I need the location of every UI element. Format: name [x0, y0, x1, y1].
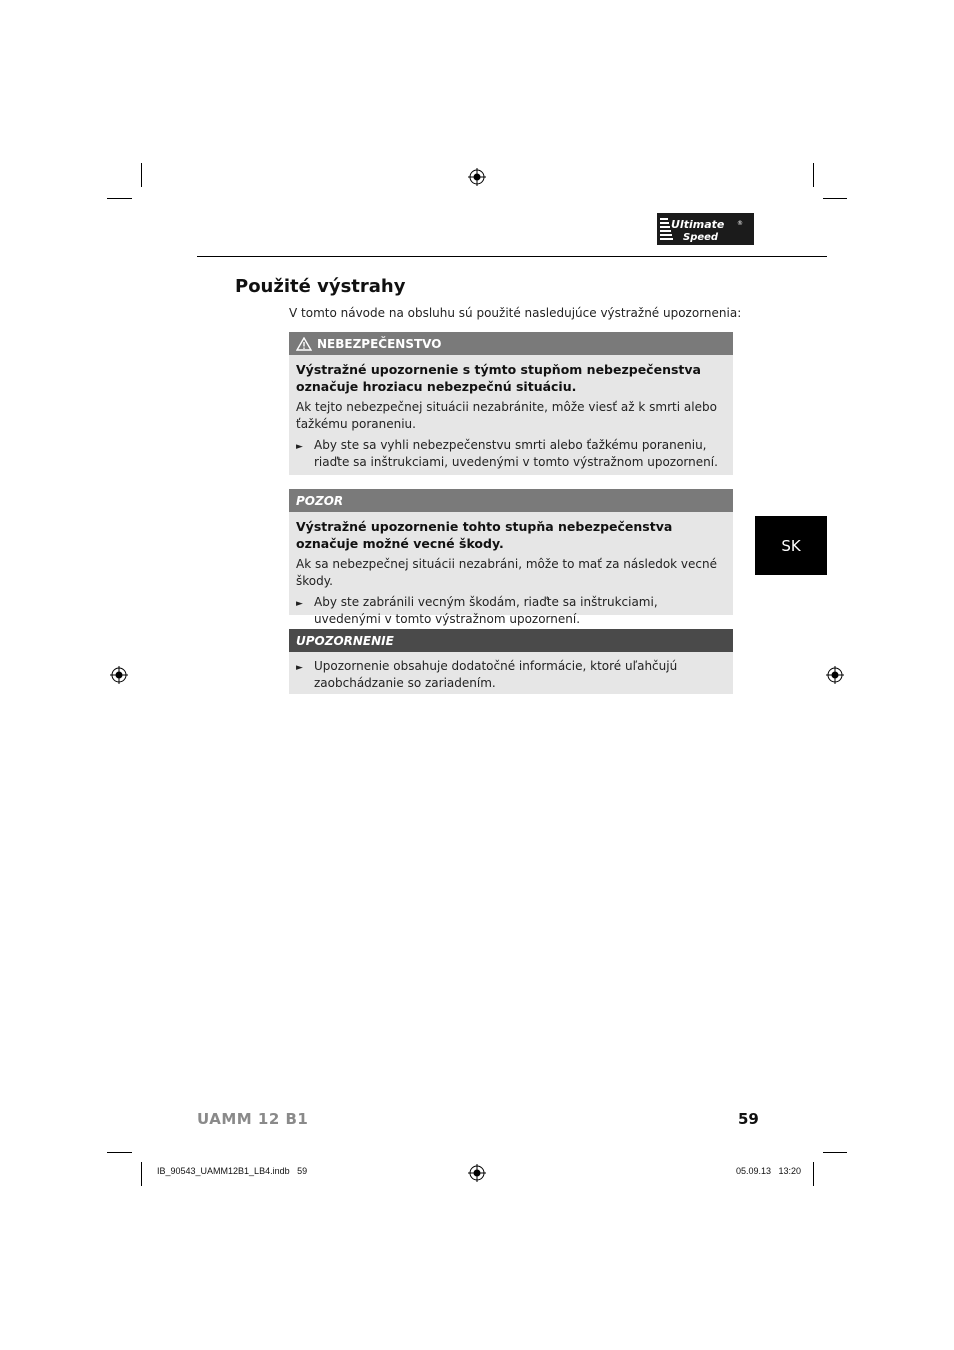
- logo-line1: Ultimate: [671, 218, 725, 231]
- list-item: [296, 658, 726, 692]
- crop-mark: [813, 163, 814, 187]
- crop-mark: [813, 1162, 814, 1186]
- ultimate-speed-logo: [657, 213, 754, 245]
- list-item: [296, 594, 726, 628]
- slug-file: IB_90543_UAMM12B1_LB4.indb 59: [157, 1166, 308, 1176]
- caution-bullet: Aby ste zabránili vecným škodám, riaďte sa inštrukciami, uvedenými v tomto výstražnom upozornení.: [314, 595, 658, 626]
- caution-header: [289, 489, 733, 512]
- crop-mark: [141, 163, 142, 187]
- danger-text: Ak tejto nebezpečnej situácii nezabránite, môže viesť až k smrti alebo ťažkému poraneniu.: [296, 400, 717, 431]
- crop-mark: [107, 1152, 132, 1153]
- crop-mark: [107, 198, 132, 199]
- notice-box: [289, 629, 733, 694]
- arrow-right-icon: ►: [296, 663, 303, 673]
- danger-header: [289, 332, 733, 355]
- arrow-right-icon: ►: [296, 442, 303, 452]
- registration-mark-icon: [468, 168, 486, 186]
- logo-mark: ®: [737, 220, 743, 227]
- arrow-right-icon: ►: [296, 599, 303, 609]
- crop-mark: [823, 198, 847, 199]
- crop-mark: [823, 1152, 847, 1153]
- registration-mark-icon: [110, 666, 128, 684]
- slug-date: 05.09.13 13:20: [736, 1166, 802, 1176]
- registration-mark-icon: [826, 666, 844, 684]
- section-title: Použité výstrahy: [235, 276, 406, 297]
- caution-warning-box: [289, 489, 733, 626]
- header-rule: [197, 256, 827, 257]
- footer-model: UAMM 12 B1: [197, 1110, 309, 1128]
- danger-bullet: Aby ste sa vyhli nebezpečenstvu smrti alebo ťažkému poraneniu, riaďte sa inštrukciami, uvedenými v tomto výstražnom upozornení.: [314, 438, 718, 469]
- notice-header: [289, 629, 733, 652]
- section-intro: V tomto návode na obsluhu sú použité nasledujúce výstražné upozornenia:: [289, 306, 742, 320]
- registration-mark-icon: [468, 1164, 486, 1182]
- notice-label: UPOZORNENIE: [296, 633, 394, 648]
- notice-bullet: Upozornenie obsahuje dodatočné informácie, ktoré uľahčujú zaobchádzanie so zariadením.: [314, 659, 678, 690]
- danger-warning-box: [289, 332, 733, 475]
- page-number: 59: [738, 1110, 759, 1128]
- language-tab: SK: [755, 516, 827, 575]
- caution-heading: Výstražné upozornenie tohto stupňa nebezpečenstva označuje možné vecné škody.: [296, 519, 673, 551]
- caution-text: Ak sa nebezpečnej situácii nezabráni, môže to mať za následok vecné škody.: [296, 557, 717, 588]
- crop-mark: [141, 1162, 142, 1186]
- list-item: [296, 437, 726, 471]
- danger-heading: Výstražné upozornenie s týmto stupňom nebezpečenstva označuje hroziacu nebezpečnú situáciu.: [296, 362, 701, 394]
- warning-triangle-icon: [296, 337, 312, 351]
- danger-label: NEBEZPEČENSTVO: [317, 336, 442, 351]
- logo-line2: Speed: [683, 232, 719, 243]
- caution-label: POZOR: [296, 493, 344, 508]
